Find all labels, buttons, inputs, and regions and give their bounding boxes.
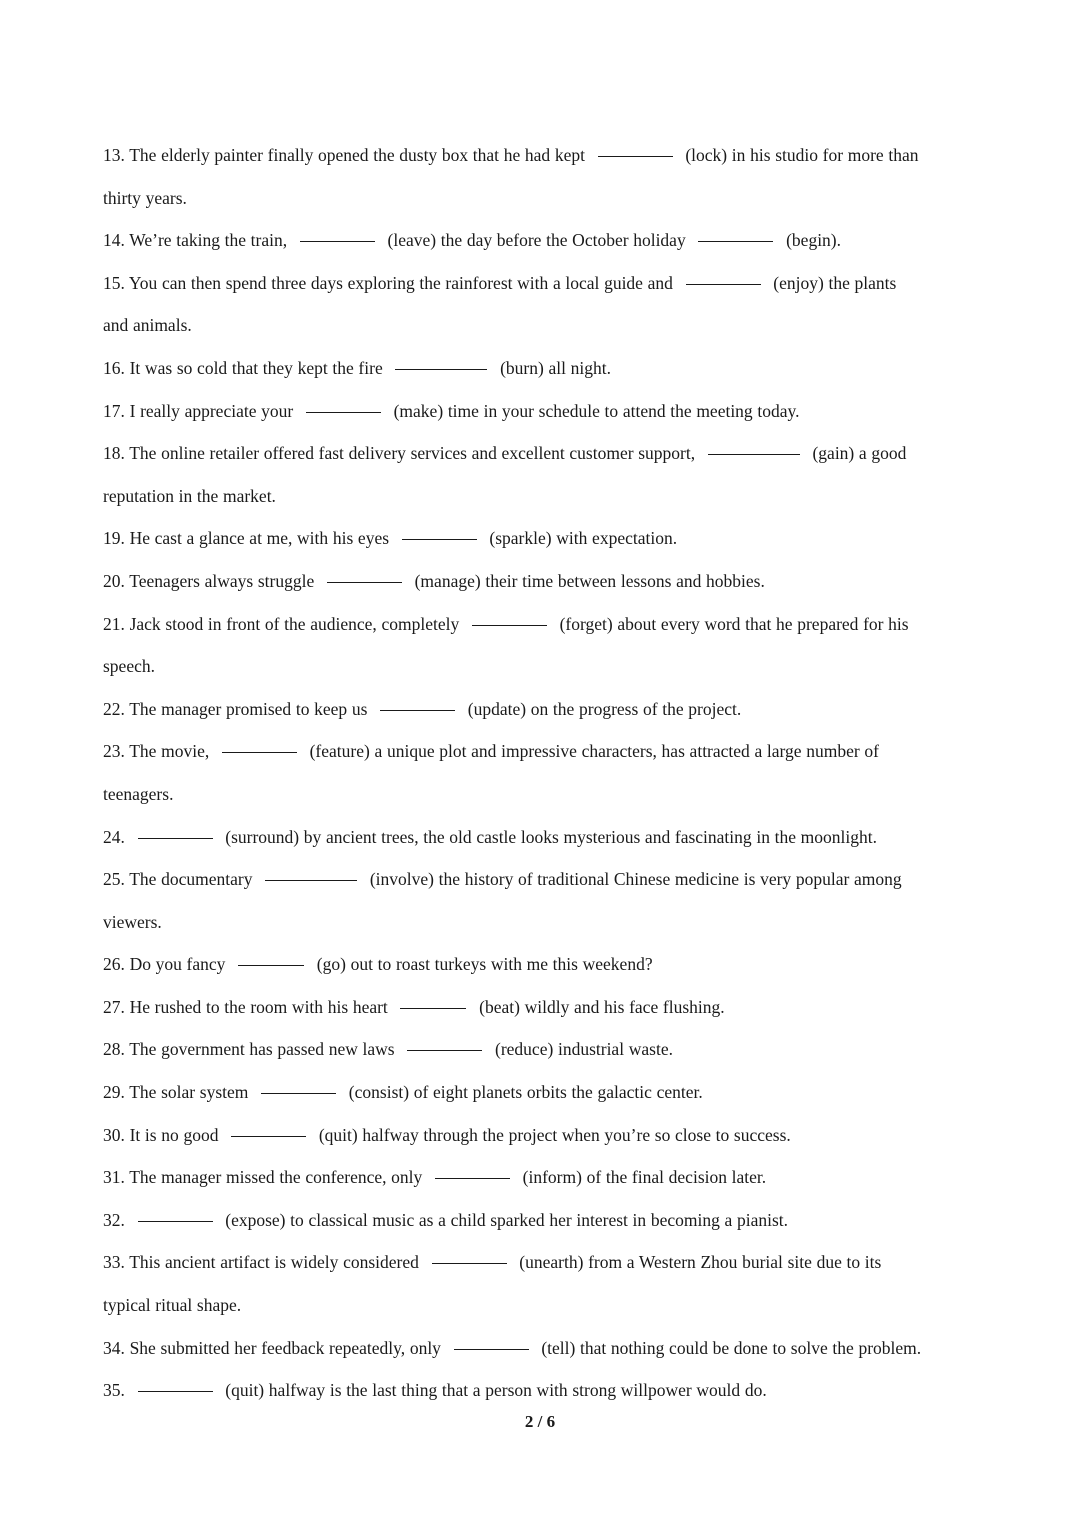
question-text: Jack stood in front of the audience, completely xyxy=(129,613,460,634)
question-hint: (gain) a good xyxy=(812,443,907,464)
answer-blank[interactable] xyxy=(222,751,297,753)
question-number: 27. xyxy=(103,996,125,1017)
question-number: 17. xyxy=(103,400,125,421)
answer-blank[interactable] xyxy=(472,624,547,626)
answer-blank[interactable] xyxy=(380,709,455,711)
answer-blank[interactable] xyxy=(686,283,761,285)
total-pages: 6 xyxy=(546,1412,556,1431)
question-hint: (burn) all night. xyxy=(500,357,612,378)
question-31 xyxy=(103,1159,983,1202)
question-hint: (reduce) industrial waste. xyxy=(495,1039,673,1060)
question-number: 19. xyxy=(103,528,125,549)
question-text: It is no good xyxy=(129,1124,219,1145)
question-number: 13. xyxy=(103,145,125,165)
question-text: thirty years. xyxy=(103,187,187,208)
question-hint: (tell) that nothing could be done to solve the problem. xyxy=(541,1337,922,1358)
answer-blank[interactable] xyxy=(261,1092,336,1094)
question-18 xyxy=(103,435,983,478)
question-text: typical ritual shape. xyxy=(103,1295,242,1316)
question-26 xyxy=(103,946,983,989)
question-text: speech. xyxy=(103,656,155,677)
question-hint: (unearth) from a Western Zhou burial site due to its xyxy=(519,1252,882,1273)
question-14 xyxy=(103,222,983,265)
question-number: 33. xyxy=(103,1252,125,1273)
answer-blank[interactable] xyxy=(327,581,402,583)
question-number: 21. xyxy=(103,613,125,634)
question-15 xyxy=(103,265,983,308)
question-text: and animals. xyxy=(103,315,192,336)
question-hint: (quit) halfway is the last thing that a person with strong willpower would do. xyxy=(225,1380,767,1401)
question-hint: (make) time in your schedule to attend the meeting today. xyxy=(393,400,800,421)
question-33 xyxy=(103,1244,983,1287)
question-28 xyxy=(103,1031,983,1074)
question-text: It was so cold that they kept the fire xyxy=(129,357,383,378)
answer-blank[interactable] xyxy=(306,411,381,413)
answer-blank[interactable] xyxy=(708,453,800,455)
answer-blank[interactable] xyxy=(138,1390,213,1392)
current-page: 2 xyxy=(524,1412,534,1431)
question-hint: (quit) halfway through the project when you’re so close to success. xyxy=(318,1124,791,1145)
question-13 xyxy=(103,137,983,180)
answer-blank[interactable] xyxy=(435,1177,510,1179)
question-text: He rushed to the room with his heart xyxy=(129,996,388,1017)
question-number: 14. xyxy=(103,230,125,251)
question-number: 28. xyxy=(103,1039,125,1060)
question-35 xyxy=(103,1372,983,1415)
answer-blank[interactable] xyxy=(402,538,477,540)
question-30 xyxy=(103,1117,983,1160)
question-number: 23. xyxy=(103,741,125,762)
question-19 xyxy=(103,520,983,563)
question-hint: (feature) a unique plot and impressive characters, has attracted a large number of xyxy=(309,741,879,762)
answer-blank[interactable] xyxy=(395,368,487,370)
question-hint: (update) on the progress of the project. xyxy=(467,698,742,719)
question-number: 31. xyxy=(103,1167,125,1188)
question-text: reputation in the market. xyxy=(103,485,276,506)
page-number-footer xyxy=(0,1412,1080,1432)
question-text: teenagers. xyxy=(103,783,174,804)
question-text: You can then spend three days exploring the rainforest with a local guide and xyxy=(128,272,673,293)
question-hint: (involve) the history of traditional Chinese medicine is very popular among xyxy=(369,869,902,890)
question-23-continued xyxy=(103,776,983,819)
answer-blank[interactable] xyxy=(138,837,213,839)
question-number: 29. xyxy=(103,1082,125,1103)
question-number: 18. xyxy=(103,443,125,464)
answer-blank[interactable] xyxy=(265,879,357,881)
answer-blank[interactable] xyxy=(300,240,375,242)
question-text: The elderly painter finally opened the dusty box that he had kept xyxy=(129,145,585,165)
question-hint: (inform) of the final decision later. xyxy=(522,1167,767,1188)
question-text: The manager promised to keep us xyxy=(129,698,368,719)
question-number: 34. xyxy=(103,1337,125,1358)
question-number: 25. xyxy=(103,869,125,890)
question-text: The solar system xyxy=(129,1082,249,1103)
question-number: 20. xyxy=(103,570,125,591)
question-21 xyxy=(103,606,983,649)
answer-blank[interactable] xyxy=(698,240,773,242)
question-23 xyxy=(103,733,983,776)
question-hint: (surround) by ancient trees, the old castle looks mysterious and fascinating in the moonlight. xyxy=(225,826,877,847)
question-text: The manager missed the conference, only xyxy=(129,1167,423,1188)
question-hint: (forget) about every word that he prepared for his xyxy=(559,613,909,634)
answer-blank[interactable] xyxy=(598,155,673,157)
answer-blank[interactable] xyxy=(231,1135,306,1137)
question-hint: (consist) of eight planets orbits the galactic center. xyxy=(348,1082,703,1103)
question-text: The online retailer offered fast delivery services and excellent customer support, xyxy=(129,443,696,464)
question-text: The movie, xyxy=(129,741,210,762)
question-hint: (begin). xyxy=(786,230,842,251)
question-16 xyxy=(103,350,983,393)
question-number: 16. xyxy=(103,357,125,378)
question-25 xyxy=(103,861,983,904)
answer-blank[interactable] xyxy=(400,1007,466,1009)
question-text: We’re taking the train, xyxy=(129,230,288,251)
question-hint: (manage) their time between lessons and hobbies. xyxy=(414,570,765,591)
question-27 xyxy=(103,989,983,1032)
question-text: She submitted her feedback repeatedly, only xyxy=(129,1337,441,1358)
answer-blank[interactable] xyxy=(138,1220,213,1222)
question-hint: (expose) to classical music as a child sparked her interest in becoming a pianist. xyxy=(225,1209,789,1230)
question-text: The documentary xyxy=(129,869,253,890)
question-22 xyxy=(103,691,983,734)
question-18-continued xyxy=(103,478,983,521)
question-number: 35. xyxy=(103,1380,125,1401)
question-17 xyxy=(103,393,983,436)
question-number: 26. xyxy=(103,954,125,975)
question-number: 32. xyxy=(103,1209,125,1230)
question-33-continued xyxy=(103,1287,983,1330)
answer-blank[interactable] xyxy=(407,1049,482,1051)
question-29 xyxy=(103,1074,983,1117)
question-hint: (go) out to roast turkeys with me this weekend? xyxy=(316,954,653,975)
question-text: viewers. xyxy=(103,911,162,932)
question-hint: (enjoy) the plants xyxy=(773,272,897,293)
answer-blank[interactable] xyxy=(432,1262,507,1264)
question-list xyxy=(103,137,983,1415)
question-text: This ancient artifact is widely considered xyxy=(129,1252,419,1273)
question-number: 30. xyxy=(103,1124,125,1145)
question-number: 15. xyxy=(103,272,125,293)
question-21-continued xyxy=(103,648,983,691)
answer-blank[interactable] xyxy=(238,964,304,966)
question-number: 22. xyxy=(103,698,125,719)
answer-blank[interactable] xyxy=(454,1348,529,1350)
question-20 xyxy=(103,563,983,606)
question-text: Teenagers always struggle xyxy=(129,570,315,591)
question-15-continued xyxy=(103,307,983,350)
question-hint: (leave) the day before the October holiday xyxy=(387,230,686,251)
question-13-continued xyxy=(103,180,983,223)
question-text: I really appreciate your xyxy=(129,400,294,421)
question-25-continued xyxy=(103,904,983,947)
question-hint: (sparkle) with expectation. xyxy=(489,528,678,549)
question-32 xyxy=(103,1202,983,1245)
question-34 xyxy=(103,1330,983,1373)
question-text: The government has passed new laws xyxy=(129,1039,395,1060)
question-text: Do you fancy xyxy=(129,954,226,975)
page-separator: / xyxy=(537,1412,543,1431)
question-number: 24. xyxy=(103,826,125,847)
question-text: He cast a glance at me, with his eyes xyxy=(129,528,390,549)
question-hint: (lock) in his studio for more than xyxy=(685,145,919,165)
question-24 xyxy=(103,819,983,862)
question-hint: (beat) wildly and his face flushing. xyxy=(479,996,725,1017)
